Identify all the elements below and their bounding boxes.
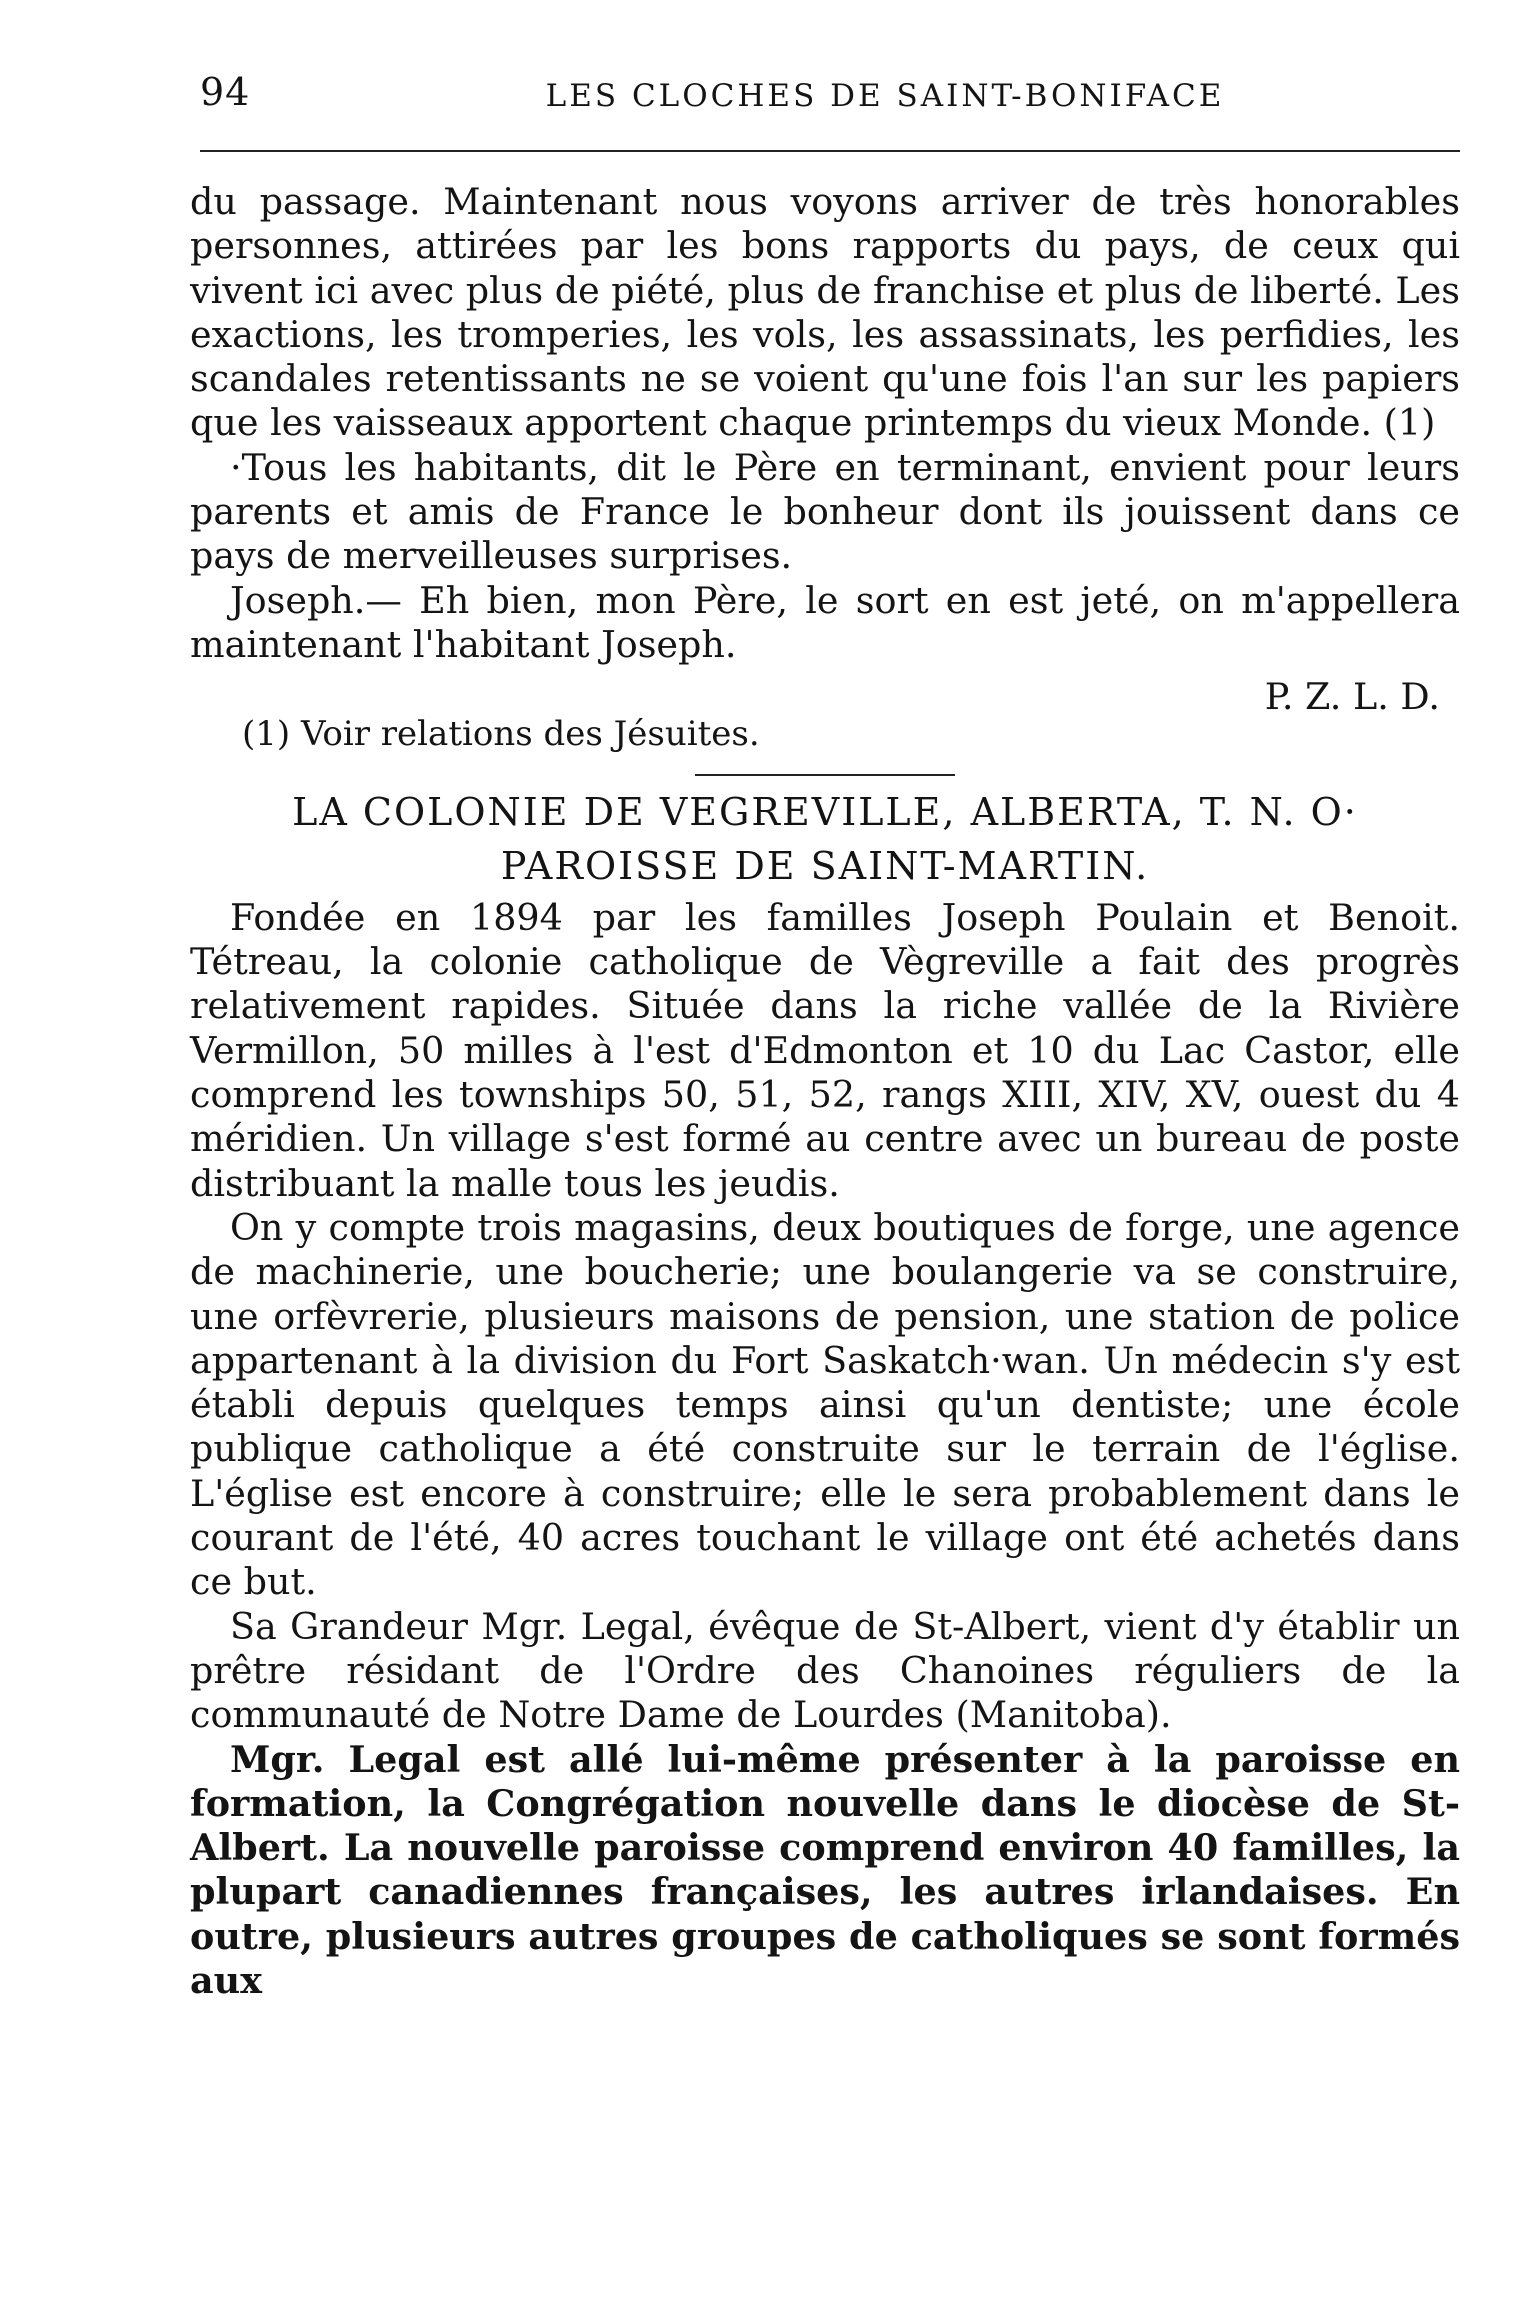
section-title-line-1: LA COLONIE DE VEGREVILLE, ALBERTA, T. N. O· <box>292 789 1358 834</box>
paragraph-6: Sa Grandeur Mgr. Legal, évêque de St-Albert, vient d'y établir un prêtre résidant de l'Ordre des Chanoines réguliers de la communauté de Notre Dame de Lourdes (Manitoba). <box>190 1604 1460 1737</box>
page-header <box>190 70 1460 130</box>
paragraph-1: du passage. Maintenant nous voyons arriver de très honorables personnes, attirées par les bons rapports du pays, de ceux qui vivent ici avec plus de piété, plus de franchise et plus de liberté. Les exactions, les tromperies, les vols, les assassinats, les perfidies, les scandales retentissants ne se voient qu'une fois l'an sur les papiers que les vaisseaux apportent chaque printemps du vieux Monde. (1) <box>190 180 1460 445</box>
page-number: 94 <box>200 70 251 114</box>
signature: P. Z. L. D. <box>1264 675 1440 719</box>
paragraph-4: Fondée en 1894 par les familles Joseph Poulain et Benoit. Tétreau, la colonie catholique de Vègreville a fait des progrès relativement rapides. Située dans la riche vallée de la Rivière Vermillon, 50 milles à l'est d'Edmonton et 10 du Lac Castor, elle comprend les townships 50, 51, 52, rangs XIII, XIV, XV, ouest du 4 méridien. Un village s'est formé au centre avec un bureau de poste distribuant la malle tous les jeudis. <box>190 895 1460 1205</box>
paragraph-3: Joseph.— Eh bien, mon Père, le sort en est jeté, on m'appellera maintenant l'habitant Joseph. <box>190 578 1460 666</box>
body-text <box>190 180 1460 2003</box>
document-page <box>190 70 1460 2270</box>
header-rule <box>200 150 1460 152</box>
section-divider <box>695 774 955 776</box>
paragraph-5: On y compte trois magasins, deux boutiques de forge, une agence de machinerie, une boucherie; une boulangerie va se construire, une orfèvrerie, plusieurs maisons de pension, une station de police appartenant à la division du Fort Saskatch·wan. Un médecin s'y est établi depuis quelques temps ainsi qu'un dentiste; une école publique catholique a été construite sur le terrain de l'église. L'église est encore à construire; elle le sera probablement dans le courant de l'été, 40 acres touchant le village ont été achetés dans ce but. <box>190 1205 1460 1604</box>
section-title-line-2: PAROISSE DE SAINT-MARTIN. <box>500 843 1150 888</box>
running-head: LES CLOCHES DE SAINT-BONIFACE <box>545 78 1225 114</box>
paragraph-7: Mgr. Legal est allé lui-même présenter à la paroisse en formation, la Congrégation nouvelle dans le diocèse de St-Albert. La nouvelle paroisse comprend environ 40 familles, la plupart canadiennes françaises, les autres irlandaises. En outre, plusieurs autres groupes de catholiques se sont formés aux <box>190 1737 1460 2002</box>
paragraph-2: ·Tous les habitants, dit le Père en terminant, envient pour leurs parents et amis de France le bonheur dont ils jouissent dans ce pays de merveilleuses surprises. <box>190 445 1460 578</box>
footnote: (1) Voir relations des Jésuites. <box>242 713 760 754</box>
